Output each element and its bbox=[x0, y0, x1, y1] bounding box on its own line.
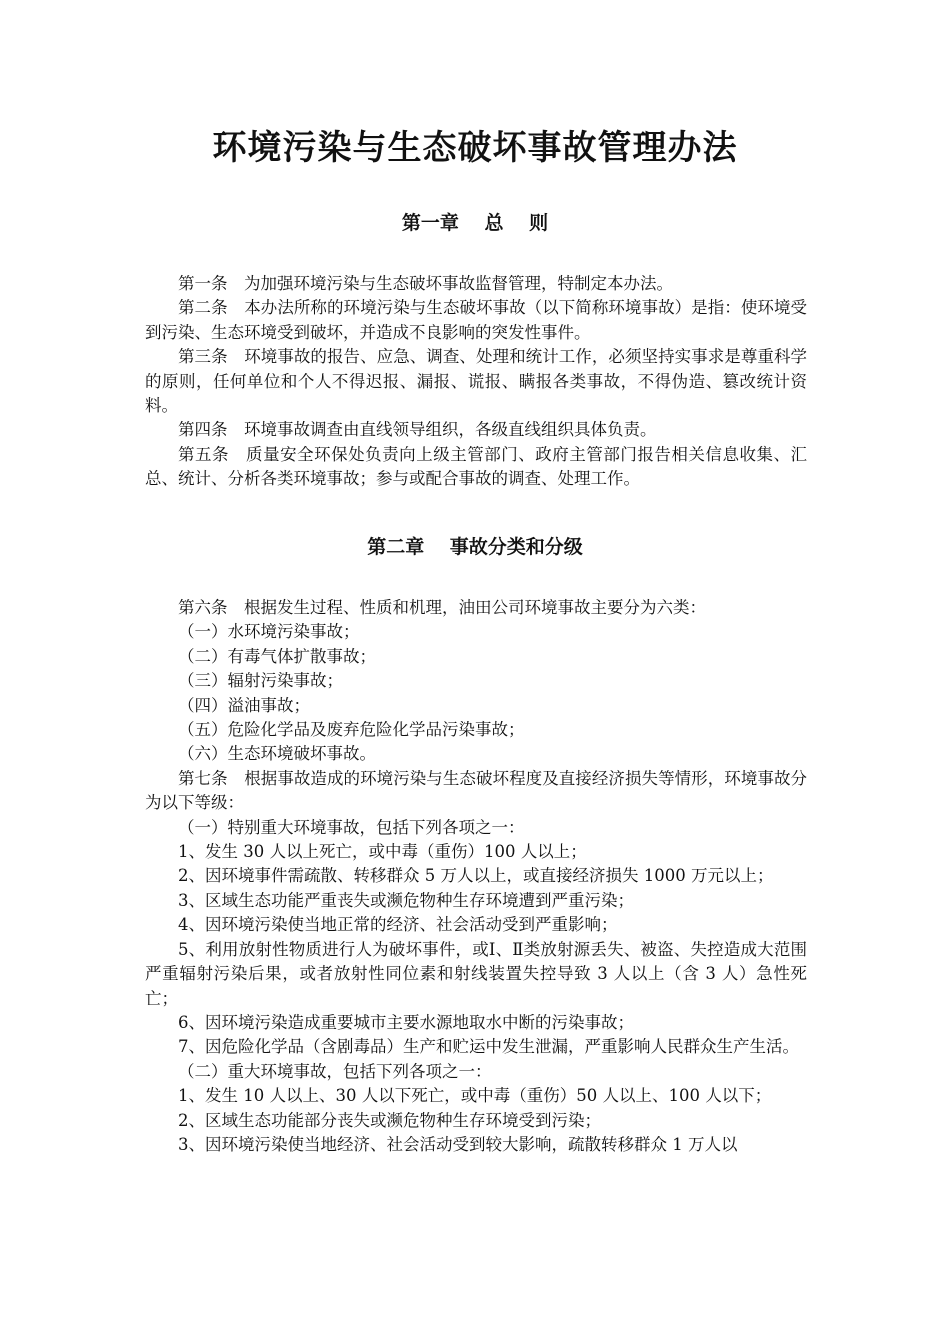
list-item: （二）重大环境事故，包括下列各项之一： bbox=[178, 1061, 492, 1081]
list-item: 3、区域生态功能严重丧失或濒危物种生存环境遭到严重污染； bbox=[178, 890, 634, 910]
chapter-2-heading: 第二章 事故分类和分级 bbox=[367, 536, 583, 558]
article-4: 第四条 环境事故调查由直线领导组织，各级直线组织具体负责。 bbox=[178, 420, 657, 440]
article-3: 第三条 环境事故的报告、应急、调查、处理和统计工作，必须坚持实事求是尊重科学的原则，任何单位和个人不得迟报、漏报、谎报、瞒报各类事故，不得伪造、篡改统计资料。 bbox=[145, 347, 807, 416]
list-item: （二）有毒气体扩散事故； bbox=[178, 646, 376, 666]
chapter-1-body bbox=[145, 272, 807, 492]
article-1: 第一条 为加强环境污染与生态破坏事故监督管理，特制定本办法。 bbox=[178, 274, 673, 293]
document-title: 环境污染与生态破坏事故管理办法 bbox=[212, 128, 738, 168]
chapter-1-heading: 第一章 总 则 bbox=[401, 212, 549, 234]
list-item: （五）危险化学品及废弃危险化学品污染事故； bbox=[178, 720, 525, 740]
article-2: 第二条 本办法所称的环境污染与生态破坏事故（以下简称环境事故）是指：使环境受到污染、生态环境受到破坏，并造成不良影响的突发性事件。 bbox=[145, 298, 807, 342]
list-item: 3、因环境污染使当地经济、社会活动受到较大影响，疏散转移群众 1 万人以 bbox=[178, 1134, 738, 1154]
list-item: 6、因环境污染造成重要城市主要水源地取水中断的污染事故； bbox=[178, 1012, 634, 1032]
article-5: 第五条 质量安全环保处负责向上级主管部门、政府主管部门报告相关信息收集、汇总、统计、分析各类环境事故；参与或配合事故的调查、处理工作。 bbox=[145, 444, 807, 489]
list-item: （一）水环境污染事故； bbox=[178, 622, 360, 642]
list-item: （四）溢油事故； bbox=[178, 695, 310, 715]
list-item: 2、区域生态功能部分丧失或濒危物种生存环境受到污染； bbox=[178, 1110, 601, 1130]
article-6: 第六条 根据发生过程、性质和机理，油田公司环境事故主要分为六类： bbox=[178, 598, 706, 617]
list-item: 7、因危险化学品（含剧毒品）生产和贮运中发生泄漏，严重影响人民群众生产生活。 bbox=[178, 1037, 799, 1057]
list-item: （一）特别重大环境事故，包括下列各项之一： bbox=[178, 817, 525, 837]
list-item: 4、因环境污染使当地正常的经济、社会活动受到严重影响； bbox=[178, 915, 618, 935]
list-item: （三）辐射污染事故； bbox=[178, 671, 343, 691]
article-7: 第七条 根据事故造成的环境污染与生态破坏程度及直接经济损失等情形，环境事故分为以下等级： bbox=[145, 768, 807, 813]
list-item: 1、发生 10 人以上、30 人以下死亡，或中毒（重伤）50 人以上、100 人以下； bbox=[178, 1086, 772, 1106]
list-item: 5、利用放射性物质进行人为破坏事件，或Ⅰ、Ⅱ类放射源丢失、被盗、失控造成大范围严重辐射污染后果，或者放射性同位素和射线装置失控导致 3 人以上（含 3 人）急性死亡； bbox=[145, 939, 807, 1008]
list-item: 1、发生 30 人以上死亡，或中毒（重伤）100 人以上； bbox=[178, 842, 587, 862]
chapter-2-body bbox=[145, 596, 807, 1157]
list-item: 2、因环境事件需疏散、转移群众 5 万人以上，或直接经济损失 1000 万元以上； bbox=[178, 866, 774, 886]
list-item: （六）生态环境破坏事故。 bbox=[178, 744, 376, 764]
